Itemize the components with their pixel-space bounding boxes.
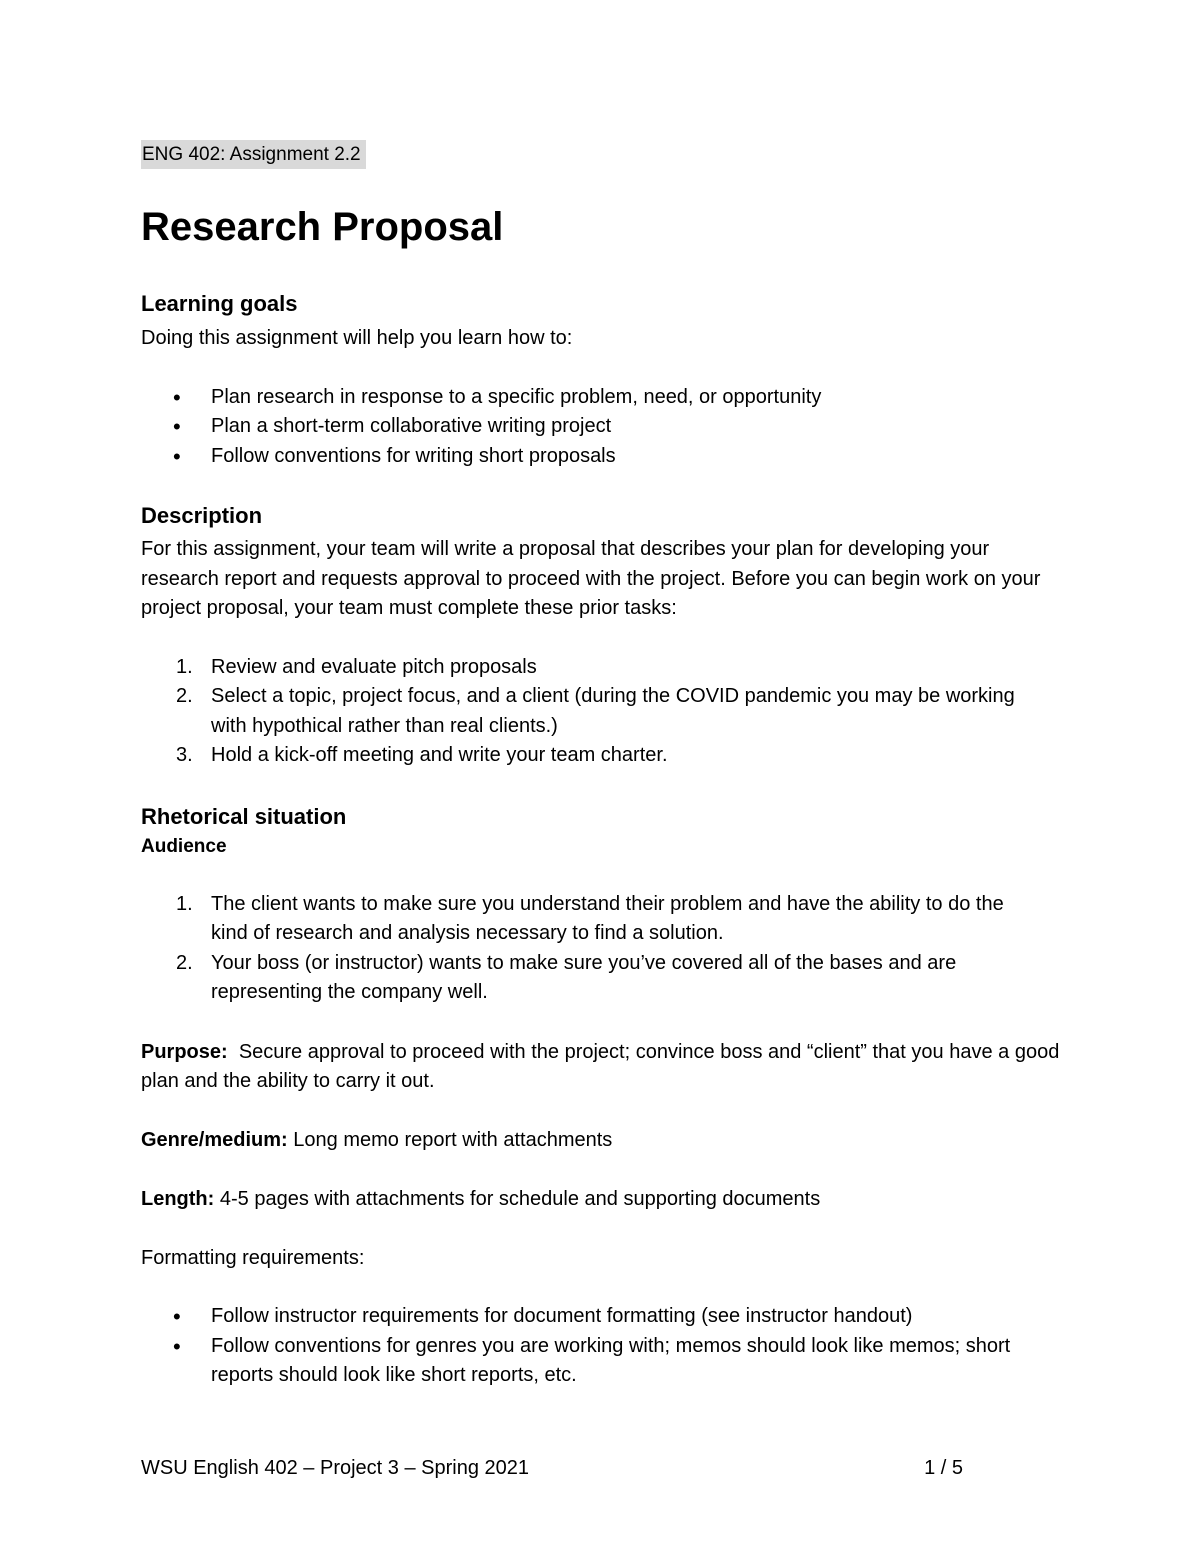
audience-list [141, 890, 1041, 1008]
footer-text: WSU English 402 – Project 3 – Spring 2021 [141, 1457, 529, 1479]
list-number: 2. [176, 951, 193, 974]
list-item [141, 653, 1021, 683]
learning-goals-list [141, 383, 1071, 472]
list-item: • Plan a short-term collaborative writing project [141, 412, 1071, 442]
prior-tasks-list [141, 653, 1021, 771]
length-label: Length: [141, 1188, 215, 1210]
formatting-intro: Formatting requirements: [141, 1246, 365, 1269]
genre-text: Long memo report with attachments [293, 1128, 613, 1151]
list-item: • Follow conventions for writing short proposals [141, 442, 1071, 472]
description-heading: Description [141, 503, 263, 528]
document-body [141, 140, 1071, 1391]
list-item [141, 949, 1041, 1008]
list-item: • Follow conventions for genres you are working with; memos should look like memos; short reports should look like short reports, etc. [141, 1332, 1041, 1391]
length-text: 4-5 pages with attachments for schedule and supporting documents [219, 1188, 821, 1210]
list-number: 2. [176, 685, 193, 707]
course-tag: ENG 402: Assignment 2.2 [141, 140, 366, 169]
list-text: Select a topic, project focus, and a client (during the COVID pandemic you may be working with hypothical rather than real clients.) [211, 685, 1015, 737]
genre-label: Genre/medium: [141, 1128, 288, 1151]
list-text: Review and evaluate pitch proposals [211, 655, 537, 678]
list-item [141, 890, 1041, 949]
audience-heading: Audience [141, 835, 227, 857]
list-text: Hold a kick-off meeting and write your team charter. [211, 744, 668, 766]
page-footer [141, 1457, 963, 1480]
learning-goals-heading: Learning goals [141, 291, 298, 316]
document-title: Research Proposal [141, 205, 504, 249]
list-number: 1. [176, 892, 193, 915]
list-text: Your boss (or instructor) wants to make sure you’ve covered all of the bases and are representing the company well. [211, 951, 957, 1003]
learning-goals-intro: Doing this assignment will help you learn how to: [141, 327, 573, 349]
list-item: • Follow instructor requirements for document formatting (see instructor handout) [141, 1302, 1041, 1332]
purpose-label: Purpose: [141, 1040, 228, 1063]
length-paragraph [141, 1185, 1071, 1215]
list-text: The client wants to make sure you understand their problem and have the ability to do the kind of research and analysis necessary to find a solution. [211, 892, 1004, 944]
description-paragraph: For this assignment, your team will write a proposal that describes your plan for developing your research report and requests approval to proceed with the project. Before you can begin work on your project proposal, your team must complete these prior tasks: [141, 538, 1041, 619]
list-item: • Plan research in response to a specific problem, need, or opportunity [141, 383, 1071, 413]
list-number: 1. [176, 655, 193, 678]
formatting-list [141, 1302, 1041, 1391]
list-item [141, 741, 1021, 771]
rhetorical-situation-heading: Rhetorical situation [141, 803, 347, 829]
list-item [141, 682, 1021, 741]
page-number: 1 / 5 [924, 1457, 963, 1479]
genre-paragraph [141, 1126, 1071, 1156]
purpose-paragraph [141, 1038, 1066, 1097]
purpose-text: Secure approval to proceed with the project; convince boss and “client” that you have a good plan and the ability to carry it out. [141, 1040, 1060, 1092]
list-number: 3. [176, 744, 193, 766]
